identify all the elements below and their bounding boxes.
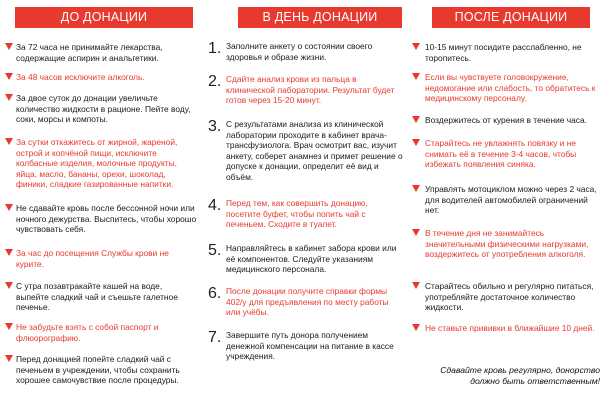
step-item: 2. Сдайте анализ крови из пальца в клинической лаборатории. Результат будет готов через 15-20 минут. (208, 73, 395, 106)
column-before-donation (0, 0, 202, 400)
before-item: За час до посещения Службы крови не курите. (5, 248, 197, 269)
step-number: 6. (208, 285, 222, 302)
before-item: Не сдавайте кровь после бессонной ночи или ночного дежурства. Выспитесь, чтобы хорошо чувствовать себя. (5, 203, 197, 235)
after-item: В течение дня не занимайтесь значительными физическими нагрузками, воздержитесь от употребления алкоголя. (412, 228, 598, 260)
before-item: За 72 часа не принимайте лекарства, содержащие аспирин и анальгетики. (5, 42, 197, 63)
red-triangle-down-icon (5, 323, 13, 330)
step-number: 4. (208, 197, 222, 214)
after-item: Управлять мотоциклом можно через 2 часа, для водителей автомобилей ограничений нет. (412, 184, 598, 216)
red-triangle-down-icon (5, 73, 13, 80)
step-item: 5. Направляйтесь в кабинет забора крови или её компонентов. Следуйте указаниям медицинского персонала. (208, 242, 397, 275)
red-triangle-down-icon (412, 229, 420, 236)
header-before-donation: ДО ДОНАЦИИ (15, 7, 193, 28)
before-item: С утра позавтракайте кашей на воде, выпейте сладкий чай и съешьте галетное печенье. (5, 281, 197, 313)
header-after-donation: ПОСЛЕ ДОНАЦИИ (432, 7, 590, 28)
red-triangle-down-icon (5, 138, 13, 145)
column-day-of-donation (202, 0, 410, 400)
red-triangle-down-icon (5, 204, 13, 211)
after-item: Если вы чувствуете головокружение, недомогание или слабость, то обратитесь к медицинскому персоналу. (412, 72, 598, 104)
step-item: 1. Заполните анкету о состоянии своего здоровья и образе жизни. (208, 40, 373, 62)
step-item: 3. С результатами анализа из клинической лаборатории проходите в кабинет врача-трансфузиолога. Врач осмотрит вас, изучит анкету, соберет анамнез и примет решение о допуске к донации, определит её вид и объём. (208, 118, 403, 182)
red-triangle-down-icon (412, 282, 420, 289)
red-triangle-down-icon (412, 324, 420, 331)
after-item: Воздержитесь от курения в течение часа. (412, 115, 598, 126)
red-triangle-down-icon (412, 185, 420, 192)
red-triangle-down-icon (412, 73, 420, 80)
before-item: Не забудьте взять с собой паспорт и флюорографию. (5, 322, 197, 343)
red-triangle-down-icon (412, 43, 420, 50)
red-triangle-down-icon (412, 139, 420, 146)
step-number: 5. (208, 242, 222, 259)
step-number: 3. (208, 118, 222, 135)
before-item: За сутки откажитесь от жирной, жареной, острой и копчёной пищи, исключите колбасные изделия, молочные продукты, яйца, масло, бананы, орехи, шоколад, финики, сладкие газированные напитки. (5, 137, 197, 190)
after-item: Не ставьте прививки в ближайшие 10 дней. (412, 323, 598, 334)
red-triangle-down-icon (5, 43, 13, 50)
step-number: 1. (208, 40, 222, 57)
column-after-donation (410, 0, 600, 400)
step-number: 2. (208, 73, 222, 90)
after-item: Старайтесь обильно и регулярно питаться, употребляйте достаточное количество жидкости. (412, 281, 598, 313)
red-triangle-down-icon (5, 282, 13, 289)
closing-slogan: Сдавайте кровь регулярно, донорство должно быть ответственным! (440, 365, 600, 386)
red-triangle-down-icon (5, 94, 13, 101)
after-item: 10-15 минут посидите расслабленно, не торопитесь. (412, 42, 598, 63)
red-triangle-down-icon (412, 116, 420, 123)
red-triangle-down-icon (5, 355, 13, 362)
step-item: 6. После донации получите справки формы 402/у для предъявления по месту работы или учёбы. (208, 285, 389, 318)
header-day-of-donation: В ДЕНЬ ДОНАЦИИ (238, 7, 402, 28)
before-item: За двое суток до донации увеличьте количество жидкости в рационе. Пейте воду, соки, морсы и компоты. (5, 93, 197, 125)
before-item: Перед донацией попейте сладкий чай с печеньем в учреждении, чтобы сохранить хорошее самочувствие после процедуры. (5, 354, 197, 386)
after-item: Старайтесь не увлажнять повязку и не снимать её в течение 3-4 часов, чтобы избежать появления синяка. (412, 138, 598, 170)
red-triangle-down-icon (5, 249, 13, 256)
step-item: 4. Перед тем, как совершить донацию, посетите буфет, чтобы попить чай с печеньем. Сходите в туалет. (208, 197, 368, 230)
step-item: 7. Завершите путь донора получением денежной компенсации на питание в кассе учреждения. (208, 329, 394, 362)
before-item: За 48 часов исключите алкоголь. (5, 72, 197, 83)
step-number: 7. (208, 329, 222, 346)
